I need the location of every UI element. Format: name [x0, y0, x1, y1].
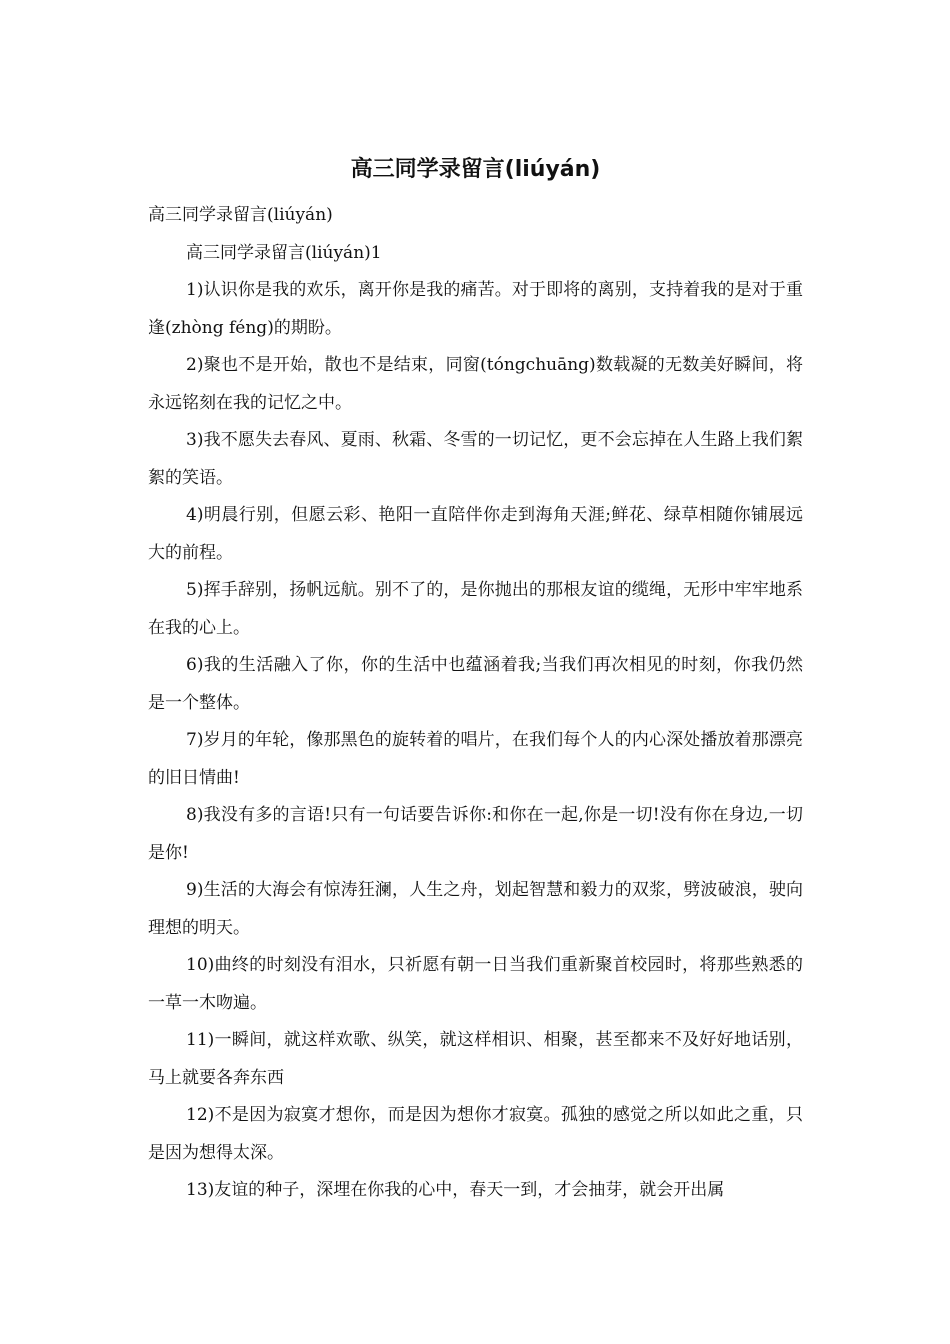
list-item: 4)明晨行别，但愿云彩、艳阳一直陪伴你走到海角天涯;鲜花、绿草相随你铺展远大的前程。	[148, 505, 803, 563]
list-item: 1)认识你是我的欢乐，离开你是我的痛苦。对于即将的离别，支持着我的是对于重逢(zhòng féng)的期盼。	[148, 280, 803, 338]
list-item: 7)岁月的年轮，像那黑色的旋转着的唱片，在我们每个人的内心深处播放着那漂亮的旧日情曲!	[148, 730, 803, 788]
document-title: 高三同学录留言(liúyán)	[350, 157, 601, 182]
document-body	[148, 197, 803, 1210]
list-item: 12)不是因为寂寞才想你，而是因为想你才寂寞。孤独的感觉之所以如此之重，只是因为想得太深。	[148, 1105, 803, 1163]
list-item: 3)我不愿失去春风、夏雨、秋霜、冬雪的一切记忆，更不会忘掉在人生路上我们絮絮的笑语。	[148, 430, 803, 488]
list-item: 6)我的生活融入了你，你的生活中也蕴涵着我;当我们再次相见的时刻，你我仍然是一个整体。	[148, 655, 803, 713]
list-item: 9)生活的大海会有惊涛狂澜，人生之舟，划起智慧和毅力的双浆，劈波破浪，驶向理想的明天。	[148, 880, 803, 938]
list-item: 5)挥手辞别，扬帆远航。别不了的，是你抛出的那根友谊的缆绳，无形中牢牢地系在我的心上。	[148, 580, 803, 638]
list-item: 2)聚也不是开始，散也不是结束，同窗(tóngchuāng)数载凝的无数美好瞬间，将永远铭刻在我的记忆之中。	[148, 355, 803, 413]
list-item: 11)一瞬间，就这样欢歌、纵笑，就这样相识、相聚，甚至都来不及好好地话别，马上就要各奔东西	[148, 1030, 803, 1088]
list-item: 10)曲终的时刻没有泪水，只祈愿有朝一日当我们重新聚首校园时，将那些熟悉的一草一木吻遍。	[148, 955, 803, 1013]
list-item: 8)我没有多的言语!只有一句话要告诉你:和你在一起,你是一切!没有你在身边,一切是你!	[148, 805, 803, 863]
list-item: 13)友谊的种子，深埋在你我的心中，春天一到，才会抽芽，就会开出属	[186, 1180, 725, 1200]
section-heading: 高三同学录留言(liúyán)1	[186, 242, 382, 263]
document-subtitle: 高三同学录留言(liúyán)	[148, 205, 333, 225]
